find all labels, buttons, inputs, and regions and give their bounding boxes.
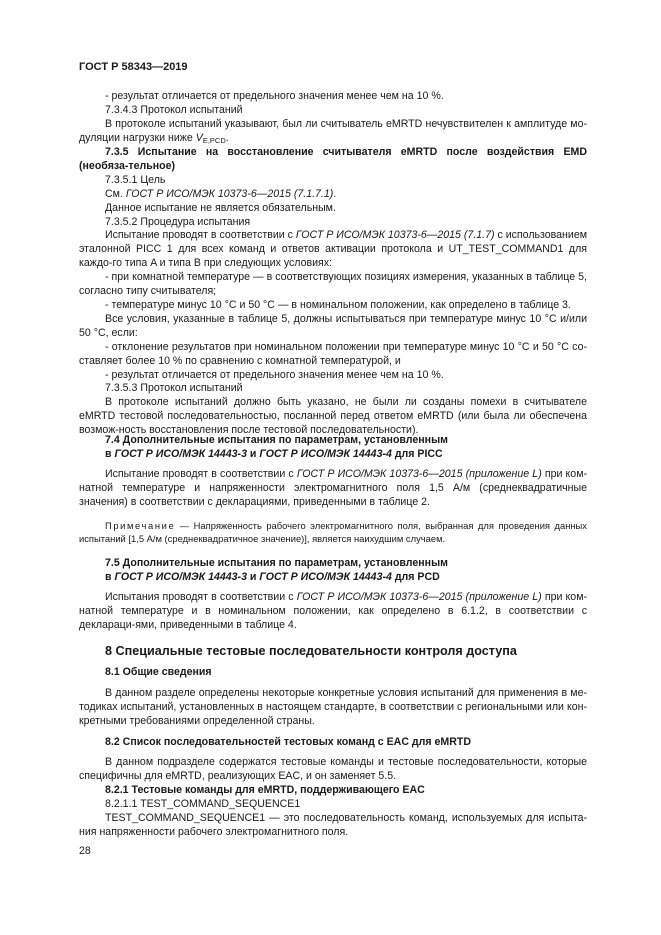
heading-8-2: 8.2 Список последовательностей тестовых команд с EAC для eMRTD — [105, 735, 471, 748]
all-conditions-paragraph: Все условия, указанные в таблице 5, должны испытываться при температуре минус 10 °С и/или 50 °С, если: — [79, 312, 587, 339]
heading-7-5-line2: в ГОСТ Р ИСО/МЭК 14443-3 и ГОСТ Р ИСО/МЭК 14443-4 для PCD — [105, 570, 440, 583]
heading-7-4-line2: в ГОСТ Р ИСО/МЭК 14443-3 и ГОСТ Р ИСО/МЭК 14443-4 для PICC — [105, 447, 443, 460]
optional-note: Данное испытание не является обязательным. — [105, 201, 336, 214]
document-header: ГОСТ Р 58343—2019 — [79, 61, 188, 73]
heading-8-1: 8.1 Общие сведения — [105, 665, 212, 678]
result-line: - результат отличается от предельного значения менее чем на 10 %. — [105, 90, 444, 102]
paragraph-8-1: В данном разделе определены некоторые конкретные условия испытаний для применения в ме-тодиках испытаний, установленных в настоящем стандарте, в соответствии с региональными или кон-кретными требованиями определенной страны. — [79, 686, 587, 727]
paragraph-8-2: В данном подразделе содержатся тестовые команды и тестовые последовательности, которые специфичны для eMRTD, реализующих EAC, и он заменяет 5.5. — [79, 756, 587, 783]
section-7-4 — [79, 434, 587, 545]
paragraph-7-5: Испытания проводят в соответствии с ГОСТ Р ИСО/МЭК 10373-6—2015 (приложение L) при ком-натной температуре и в номинальном положении, как определено в 6.1.2, в соответствии с деклараци-ями, приведенными в таблице 4. — [79, 590, 588, 631]
page-number: 28 — [79, 845, 91, 857]
condition-temps: - температуре минус 10 °С и 50 °С — в номинальном положении, как определено в таблице 3. — [105, 298, 571, 311]
see-reference: См. ГОСТ Р ИСО/МЭК 10373-6—2015 (7.1.7.1). — [105, 187, 337, 200]
condition-room-temp: - при комнатной температуре — в соответствующих позициях измерения, указанных в таблице 5, согласно типу считывателя; — [79, 271, 587, 298]
heading-8-2-1: 8.2.1 Тестовые команды для eMRTD, поддерживающего EAC — [105, 784, 425, 797]
heading-7-5-line1: 7.5 Дополнительные испытания по параметрам, установленным — [105, 557, 448, 569]
deviation-line: - отклонение результатов при номинальном положении при температуре минус 10 °С и 50 °С со-ставляет более 10 % по сравнению с комнатной температурой, и — [79, 340, 587, 367]
report-paragraph: В протоколе испытаний должно быть указано, не были ли созданы помехи в считывателе eMRTD тестовой последовательностью, посланной перед ответом eMRTD (или была ли обеспечена возмож-ность восстановления после тестовой последовательности). — [79, 396, 587, 437]
heading-7-3-4-3: 7.3.4.3 Протокол испытаний — [105, 103, 243, 116]
section-7-3-5 — [79, 146, 587, 438]
section-8 — [79, 645, 587, 840]
heading-7-3-5-2: 7.3.5.2 Процедура испытания — [105, 215, 251, 228]
section-7-5 — [79, 557, 587, 633]
procedure-paragraph: Испытание проводят в соответствии с ГОСТ Р ИСО/МЭК 10373-6—2015 (7.1.7) с использованием эталонной PICC 1 для всех команд и ответов активации протокола и UT_TEST_COMMAND1 для каждо-го типа A и типа B при следующих условиях: — [79, 229, 587, 270]
heading-7-3-5: 7.3.5 Испытание на восстановление считывателя eMRTD после воздействия EMD (необяза-тельное) — [79, 146, 587, 172]
section-7-3-4-tail — [79, 90, 587, 146]
note-7-4: Примечание — Напряженность рабочего электромагнитного поля, выбранная для проведения данных испытаний [1,5 А/м (среднеквадратичное значение)], является наихудшим случаем. — [79, 519, 587, 544]
heading-8: 8 Специальные тестовые последовательности контроля доступа — [105, 644, 517, 658]
heading-7-3-5-3: 7.3.5.3 Протокол испытаний — [105, 382, 243, 395]
heading-7-4-line1: 7.4 Дополнительные испытания по параметрам, установленным — [105, 434, 448, 446]
heading-7-3-5-1: 7.3.5.1 Цель — [105, 173, 166, 186]
paragraph-8-2-1-1: TEST_COMMAND_SEQUENCE1 — это последовательность команд, используемых для испыта-ния напряженности рабочего электромагнитного поля. — [79, 812, 587, 838]
result-line-2: - результат отличается от предельного значения менее чем на 10 %. — [105, 368, 444, 381]
paragraph-7-4: Испытание проводят в соответствии с ГОСТ Р ИСО/МЭК 10373-6—2015 (приложение L) при ком-натной температуре и напряженности электромагнитного поля 1,5 А/м (среднеквадратичные значения) в соответствии с декларациями, приведенными в таблице 2. — [79, 467, 588, 508]
paragraph-7-3-4-3: В протоколе испытаний указывают, был ли считыватель eMRTD нечувствителен к амплитуде мо-дуляции нагрузки ниже $V_{E,PCD}$. — [79, 117, 587, 145]
heading-8-2-1-1: 8.2.1.1 TEST_COMMAND_SEQUENCE1 — [105, 798, 301, 811]
